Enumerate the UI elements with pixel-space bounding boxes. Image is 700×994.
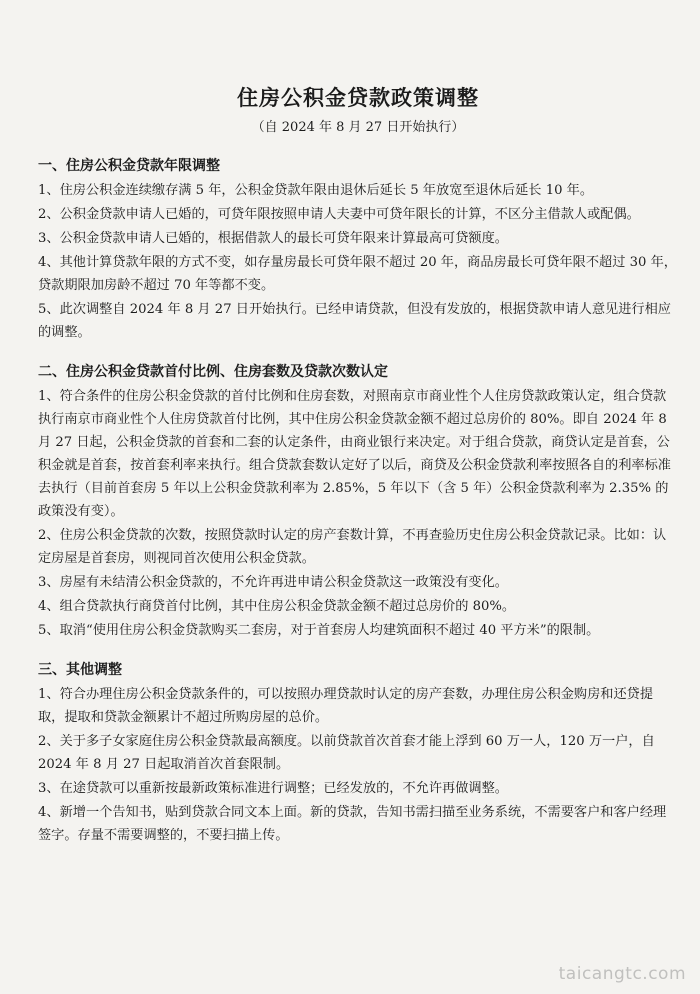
section-3 [38, 659, 678, 847]
paragraph: 1、住房公积金连续缴存满 5 年，公积金贷款年限由退休后延长 5 年放宽至退休后延长 10 年。 [38, 183, 594, 198]
paragraph: 1、符合办理住房公积金贷款条件的，可以按照办理贷款时认定的房产套数，办理住房公积金购房和还贷提取，提取和贷款金额累计不超过所购房屋的总价。 [38, 687, 654, 725]
paragraph: 1、符合条件的住房公积金贷款的首付比例和住房套数，对照南京市商业性个人住房贷款政策认定，组合贷款执行南京市商业性个人住房贷款首付比例，其中住房公积金贷款金额不超过总房价的 80%。即自 2024 年 8 月 27 日起，公积金贷款的首套和二套的认定条件，由商业银行来决定。对于组合贷款，商贷认定是首套，公积金就是首套，按首套利率来执行。组合贷款套数认定好了以后，商贷及公积金贷款利率按照各自的利率标准去执行（目前首套房 5 年以上公积金贷款利率为 2.85%，5 年以下（含 5 年）公积金贷款利率为 2.35% 的政策没有变）。 [38, 389, 671, 519]
paragraph: 4、其他计算贷款年限的方式不变，如存量房最长可贷年限不超过 20 年，商品房最长可贷年限不超过 30 年，贷款期限加房龄不超过 70 年等都不变。 [38, 255, 677, 293]
document-subtitle: （自 2024 年 8 月 27 日开始执行） [251, 120, 465, 135]
section-heading: 一、住房公积金贷款年限调整 [38, 158, 220, 174]
paragraph: 3、公积金贷款申请人已婚的，根据借款人的最长可贷年限来计算最高可贷额度。 [38, 231, 508, 246]
watermark: taicangtc.com [558, 964, 686, 984]
paragraph: 3、在途贷款可以重新按最新政策标准进行调整；已经发放的，不允许再做调整。 [38, 781, 508, 796]
section-heading: 三、其他调整 [38, 662, 122, 678]
paragraph: 4、组合贷款执行商贷首付比例，其中住房公积金贷款金额不超过总房价的 80%。 [38, 599, 516, 614]
section-spacer [38, 643, 678, 659]
paragraph: 5、取消“使用住房公积金贷款购买二套房，对于首套房人均建筑面积不超过 40 平方米”的限制。 [38, 623, 600, 638]
section-2 [38, 361, 678, 642]
paragraph: 5、此次调整自 2024 年 8 月 27 日开始执行。已经申请贷款，但没有发放的，根据贷款申请人意见进行相应的调整。 [38, 302, 671, 340]
paragraph: 4、新增一个告知书，贴到贷款合同文本上面。新的贷款，告知书需扫描至业务系统，不需要客户和客户经理签字。存量不需要调整的，不要扫描上传。 [38, 805, 667, 843]
section-spacer [38, 345, 678, 361]
section-1 [38, 155, 678, 344]
section-heading: 二、住房公积金贷款首付比例、住房套数及贷款次数认定 [38, 364, 388, 380]
paragraph: 2、住房公积金贷款的次数，按照贷款时认定的房产套数计算，不再查验历史住房公积金贷款记录。比如：认定房屋是首套房，则视同首次使用公积金贷款。 [38, 528, 667, 566]
paragraph: 3、房屋有未结清公积金贷款的，不允许再进申请公积金贷款这一政策没有变化。 [38, 575, 508, 590]
paragraph: 2、公积金贷款申请人已婚的，可贷年限按照申请人夫妻中可贷年限长的计算，不区分主借款人或配偶。 [38, 207, 640, 222]
document-title: 住房公积金贷款政策调整 [237, 86, 479, 110]
paragraph: 2、关于多子女家庭住房公积金贷款最高额度。以前贷款首次首套才能上浮到 60 万一人，120 万一户，自 2024 年 8 月 27 日起取消首次首套限制。 [38, 734, 655, 772]
